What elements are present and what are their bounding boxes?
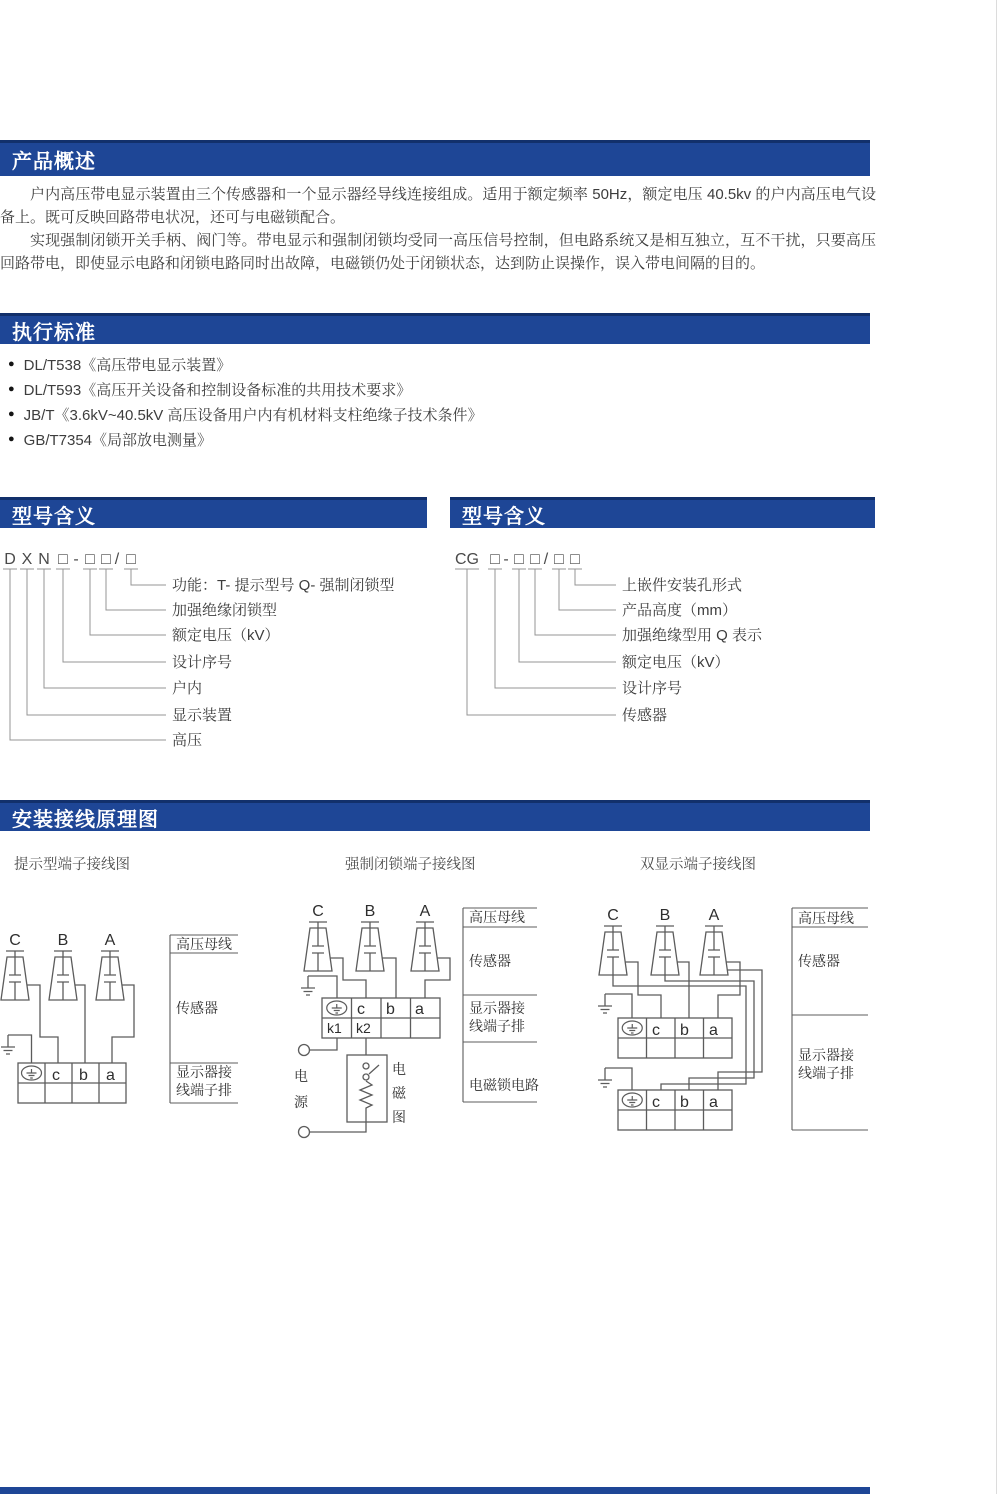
terminal-label: a [106,1067,115,1084]
list-item [8,377,482,402]
terminal-label: b [680,1094,689,1111]
switch-contact-icon [363,1074,369,1080]
terminal-labels-upper [652,1022,718,1039]
code-token: N [38,551,50,568]
terminal-label: b [680,1022,689,1039]
terminal-labels [357,1001,424,1018]
model-label: 设计序号 [622,680,683,697]
phase-label: A [104,932,116,949]
terminal-ground-icon [622,1021,642,1035]
terminal-label: c [357,1001,365,1018]
section-standards-header [0,313,870,344]
phase-label: A [708,907,720,924]
model-label: 传感器 [622,707,668,724]
terminal-ground-icon [622,1093,642,1107]
terminal-label: c [52,1067,60,1084]
lock-circuit-wires [310,1038,366,1132]
power-terminal-icon [299,1045,310,1056]
terminal-label: a [415,1001,424,1018]
section-overview-header [0,140,870,176]
vertical-char: 源 [294,1094,308,1110]
phase-labels [312,903,430,920]
wiring-diagram-lock [285,900,555,1150]
wiring-diagram-dual [580,900,880,1145]
model-label: 功能：T- 提示型号 Q- 强制闭锁型 [172,577,395,594]
terminal-label: k1 [327,1020,342,1036]
terminal-ground-icon [327,1001,347,1015]
bullet-icon: ● [8,358,15,370]
wiring-diagram-prompt [0,925,250,1115]
terminal-label: b [386,1001,395,1018]
legend-label: 显示器接 [176,1064,232,1080]
vertical-char: 磁 [392,1085,406,1101]
legend-label: 线端子排 [176,1082,232,1098]
model-label: 加强绝缘闭锁型 [172,602,278,619]
code-token: - [503,551,509,568]
legend-label: 传感器 [176,1000,218,1016]
code-token: X [21,551,33,568]
sensor-icon [49,951,77,1000]
sensor-icon [96,951,124,1000]
model-diagram-display [0,540,430,755]
code-token: D [4,551,16,568]
legend-label: 传感器 [469,953,511,969]
code-token: □ [570,551,580,568]
terminal-ground-icon [22,1066,42,1080]
vertical-char: 电 [392,1061,406,1077]
switch-lever-icon [369,1065,379,1074]
electromagnet-box [347,1055,387,1122]
model-code [455,551,580,568]
code-token: □ [101,551,111,568]
standard-text: DL/T593《高压开关设备和控制设备标准的共用技术要求》 [23,382,412,399]
legend-label: 高压母线 [176,936,232,952]
sensor-icon [304,922,332,971]
ground-icon [598,994,612,1013]
legend-label: 高压母线 [469,909,525,925]
section-title: 型号含义 [462,505,546,528]
legend-frame [792,908,868,1130]
section-title: 安装接线原理图 [12,808,159,831]
ground-icon [301,976,315,995]
section-model-display-header [0,497,427,528]
phase-label: B [57,932,69,949]
phase-label: B [364,903,376,920]
footer-bar [0,1487,870,1494]
standard-text: DL/T538《高压带电显示装置》 [23,357,232,374]
overview-paragraph-2: 实现强制闭锁开关手柄、阀门等。带电显示和强制闭锁均受同一高压信号控制，但电路系统又是相互独立，互不干扰，只要高压回路带电，即使显示电路和闭锁电路同时出故障，电磁锁仍处于闭锁状态，达到防止误操作，误入带电间隔的目的。 [0,232,876,272]
legend-labels [176,936,233,1098]
code-token: CG [455,551,479,568]
k-terminal-labels [327,1020,371,1036]
terminal-label: c [652,1094,660,1111]
sensor-icon [1,951,29,1000]
legend-labels [469,909,539,1093]
code-token: □ [514,551,524,568]
coil-icon [360,1081,372,1122]
leader-lines [455,569,616,715]
sensor-icon [599,926,627,975]
diagram-caption-dual: 双显示端子接线图 [640,857,756,873]
legend-label: 电磁锁电路 [469,1077,539,1093]
code-token: □ [58,551,68,568]
switch-contact-icon [363,1063,369,1069]
wires [308,958,450,998]
model-diagram-sensor [450,540,880,755]
legend-label: 线端子排 [469,1018,525,1034]
phase-label: A [419,903,431,920]
model-label: 设计序号 [172,654,233,671]
model-code [4,551,136,568]
bullet-icon: ● [8,433,15,445]
section-title: 型号含义 [12,505,96,528]
code-token: / [114,551,120,568]
overview-paragraph-1: 户内高压带电显示装置由三个传感器和一个显示器经导线连接组成。适用于额定频率 50Hz，额定电压 40.5kv 的户内高压电气设备上。既可反映回路带电状况，还可与电磁锁配合。 [0,186,876,226]
terminal-labels [52,1067,115,1084]
ground-icon [598,1068,612,1087]
code-token: □ [490,551,500,568]
sensor-icon [651,926,679,975]
phase-label: C [607,907,619,924]
code-token: - [73,551,79,568]
wires [8,985,134,1063]
code-token: / [543,551,549,568]
standard-text: GB/T7354《局部放电测量》 [23,432,213,449]
legend-labels [798,910,855,1081]
section-model-sensor-header [450,497,875,528]
section-title: 产品概述 [12,151,96,173]
vertical-char: 电 [294,1068,308,1084]
legend-label: 显示器接 [469,1000,525,1016]
code-token: □ [530,551,540,568]
model-label: 额定电压（kV） [622,654,730,671]
terminal-label: a [709,1094,718,1111]
leader-lines [3,569,166,740]
phase-label: C [9,932,21,949]
model-label: 产品高度（mm） [622,602,737,619]
model-label: 额定电压（kV） [172,627,280,644]
model-label: 上嵌件安装孔形式 [622,577,743,594]
terminal-label: c [652,1022,660,1039]
sensor-icon [411,922,439,971]
terminal-label: a [709,1022,718,1039]
phase-labels [9,932,115,949]
diagram-caption-prompt: 提示型端子接线图 [14,857,130,873]
standards-list [8,352,482,452]
list-item [8,427,482,452]
section-wiring-header [0,800,870,831]
sensor-icon [700,926,728,975]
list-item [8,352,482,377]
sensor-icon [356,922,384,971]
terminal-label: k2 [356,1020,371,1036]
diagram-caption-lock: 强制闭锁端子接线图 [345,857,476,873]
ground-icon [1,1035,15,1054]
legend-label: 传感器 [798,953,840,969]
list-item [8,402,482,427]
bullet-icon: ● [8,408,15,420]
power-terminal-icon [299,1127,310,1138]
model-label: 显示装置 [172,707,233,724]
phase-labels [607,907,719,924]
electromagnet-label [392,1061,407,1125]
terminal-label: b [79,1067,88,1084]
terminal-labels-lower [652,1094,718,1111]
power-source-label [294,1068,309,1110]
page-edge-line [996,0,997,1494]
code-token: □ [126,551,136,568]
model-label: 户内 [172,680,203,697]
model-label: 加强绝缘型用 Q 表示 [622,627,763,644]
model-label: 高压 [172,732,203,749]
legend-label: 线端子排 [798,1065,854,1081]
legend-label: 高压母线 [798,910,854,926]
model-labels [622,576,763,724]
standard-text: JB/T《3.6kV~40.5kV 高压设备用户内有机材料支柱绝缘子技术条件》 [23,407,483,424]
code-token: □ [85,551,95,568]
code-token: □ [554,551,564,568]
phase-label: C [312,903,324,920]
vertical-char: 图 [392,1109,406,1125]
section-title: 执行标准 [12,321,96,344]
legend-label: 显示器接 [798,1047,854,1063]
bullet-icon: ● [8,383,15,395]
phase-label: B [659,907,671,924]
model-labels [172,576,395,749]
